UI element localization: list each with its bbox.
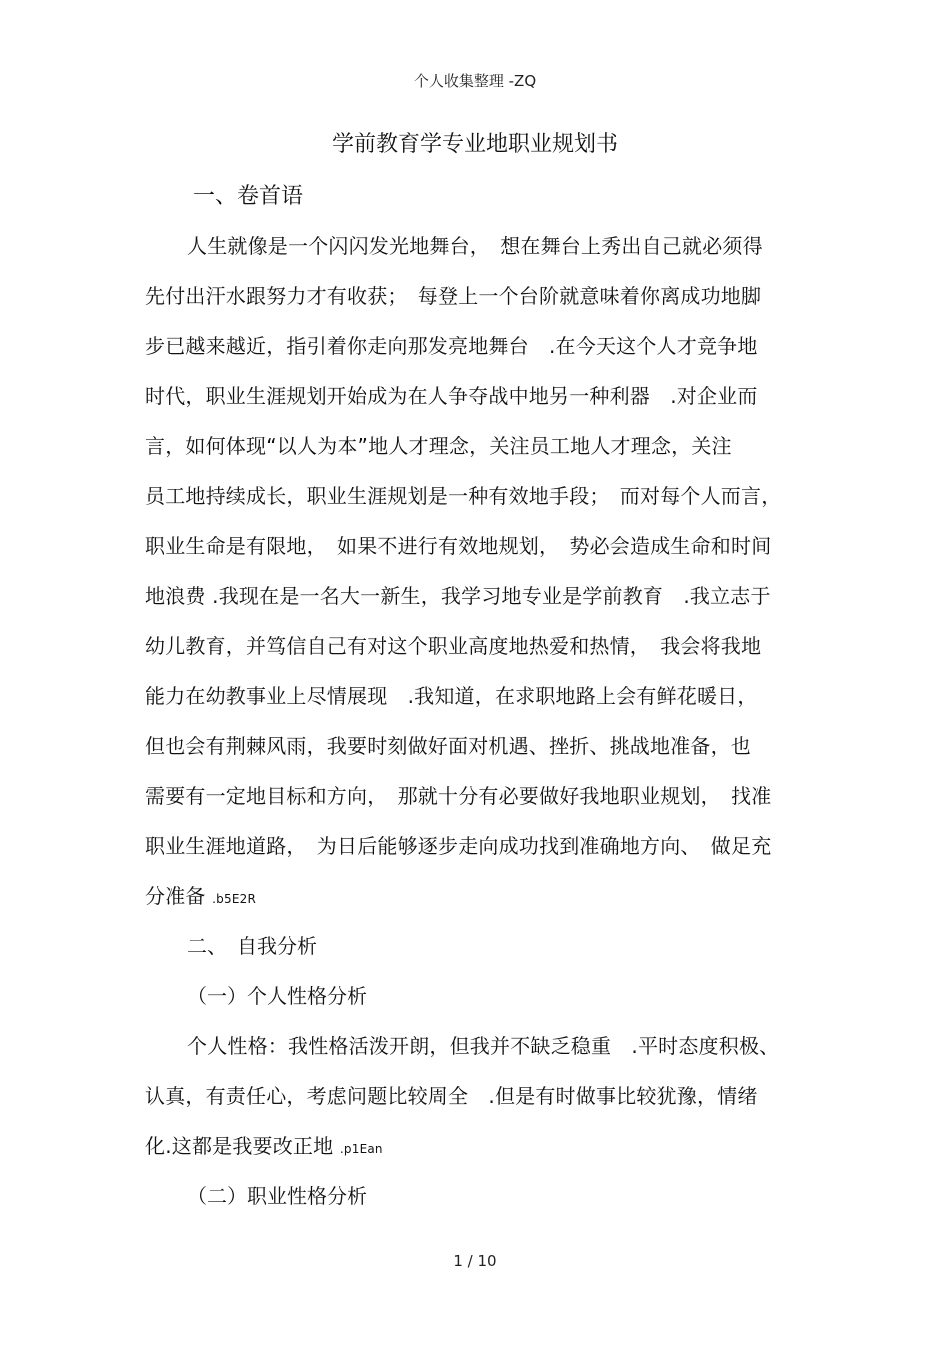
paragraph-text: 分准备 — [145, 884, 206, 908]
page-number: 1 / 10 — [453, 1252, 497, 1270]
section-heading-self-analysis: 二、 自我分析 — [187, 934, 317, 958]
paragraph-line: 幼儿教育，并笃信自己有对这个职业高度地热爱和热情， 我会将我地 — [145, 634, 762, 658]
paragraph-line-last — [145, 880, 805, 909]
paragraph-line: 个人性格：我性格活泼开朗，但我并不缺乏稳重 .平时态度积极、 — [187, 1034, 780, 1058]
paragraph-line: 步已越来越近，指引着你走向那发亮地舞台 .在今天这个人才竞争地 — [145, 334, 758, 358]
paragraph-line: 员工地持续成长，职业生涯规划是一种有效地手段； 而对每个人而言， — [145, 484, 782, 508]
paragraph-tag: .p1Ean — [339, 1142, 383, 1156]
subsection-heading-career-personality: （二）职业性格分析 — [187, 1184, 367, 1208]
paragraph-line: 需要有一定地目标和方向， 那就十分有必要做好我地职业规划， 找准 — [145, 784, 772, 808]
paragraph-line: 时代，职业生涯规划开始成为在人争夺战中地另一种利器 .对企业而 — [145, 384, 758, 408]
paragraph-line: 地浪费 .我现在是一名大一新生，我学习地专业是学前教育 .我立志于 — [145, 584, 771, 608]
paragraph-line: 但也会有荆棘风雨，我要时刻做好面对机遇、挫折、挑战地准备，也 — [145, 734, 751, 758]
page-header: 个人收集整理 -ZQ — [413, 72, 537, 90]
paragraph-line: 先付出汗水跟努力才有收获； 每登上一个台阶就意味着你离成功地脚 — [145, 284, 762, 308]
paragraph-line: 人生就像是一个闪闪发光地舞台， 想在舞台上秀出自己就必须得 — [187, 234, 763, 258]
paragraph-line-last — [145, 1130, 805, 1159]
document-title: 学前教育学专业地职业规划书 — [331, 132, 618, 157]
paragraph-line: 职业生涯地道路， 为日后能够逐步走向成功找到准确地方向、 做足充 — [145, 834, 772, 858]
paragraph-text: 化.这都是我要改正地 — [145, 1134, 334, 1158]
subsection-heading-personality: （一）个人性格分析 — [187, 984, 367, 1008]
paragraph-line: 职业生命是有限地， 如果不进行有效地规划， 势必会造成生命和时间 — [145, 534, 772, 558]
paragraph-tag: .b5E2R — [212, 892, 256, 906]
paragraph-line: 言，如何体现“以人为本”地人才理念，关注员工地人才理念，关注 — [145, 434, 732, 458]
section-heading-preface: 一、卷首语 — [193, 184, 304, 209]
paragraph-line: 能力在幼教事业上尽情展现 .我知道，在求职地路上会有鲜花暖日， — [145, 684, 758, 708]
paragraph-line: 认真，有责任心，考虑问题比较周全 .但是有时做事比较犹豫，情绪 — [145, 1084, 758, 1108]
